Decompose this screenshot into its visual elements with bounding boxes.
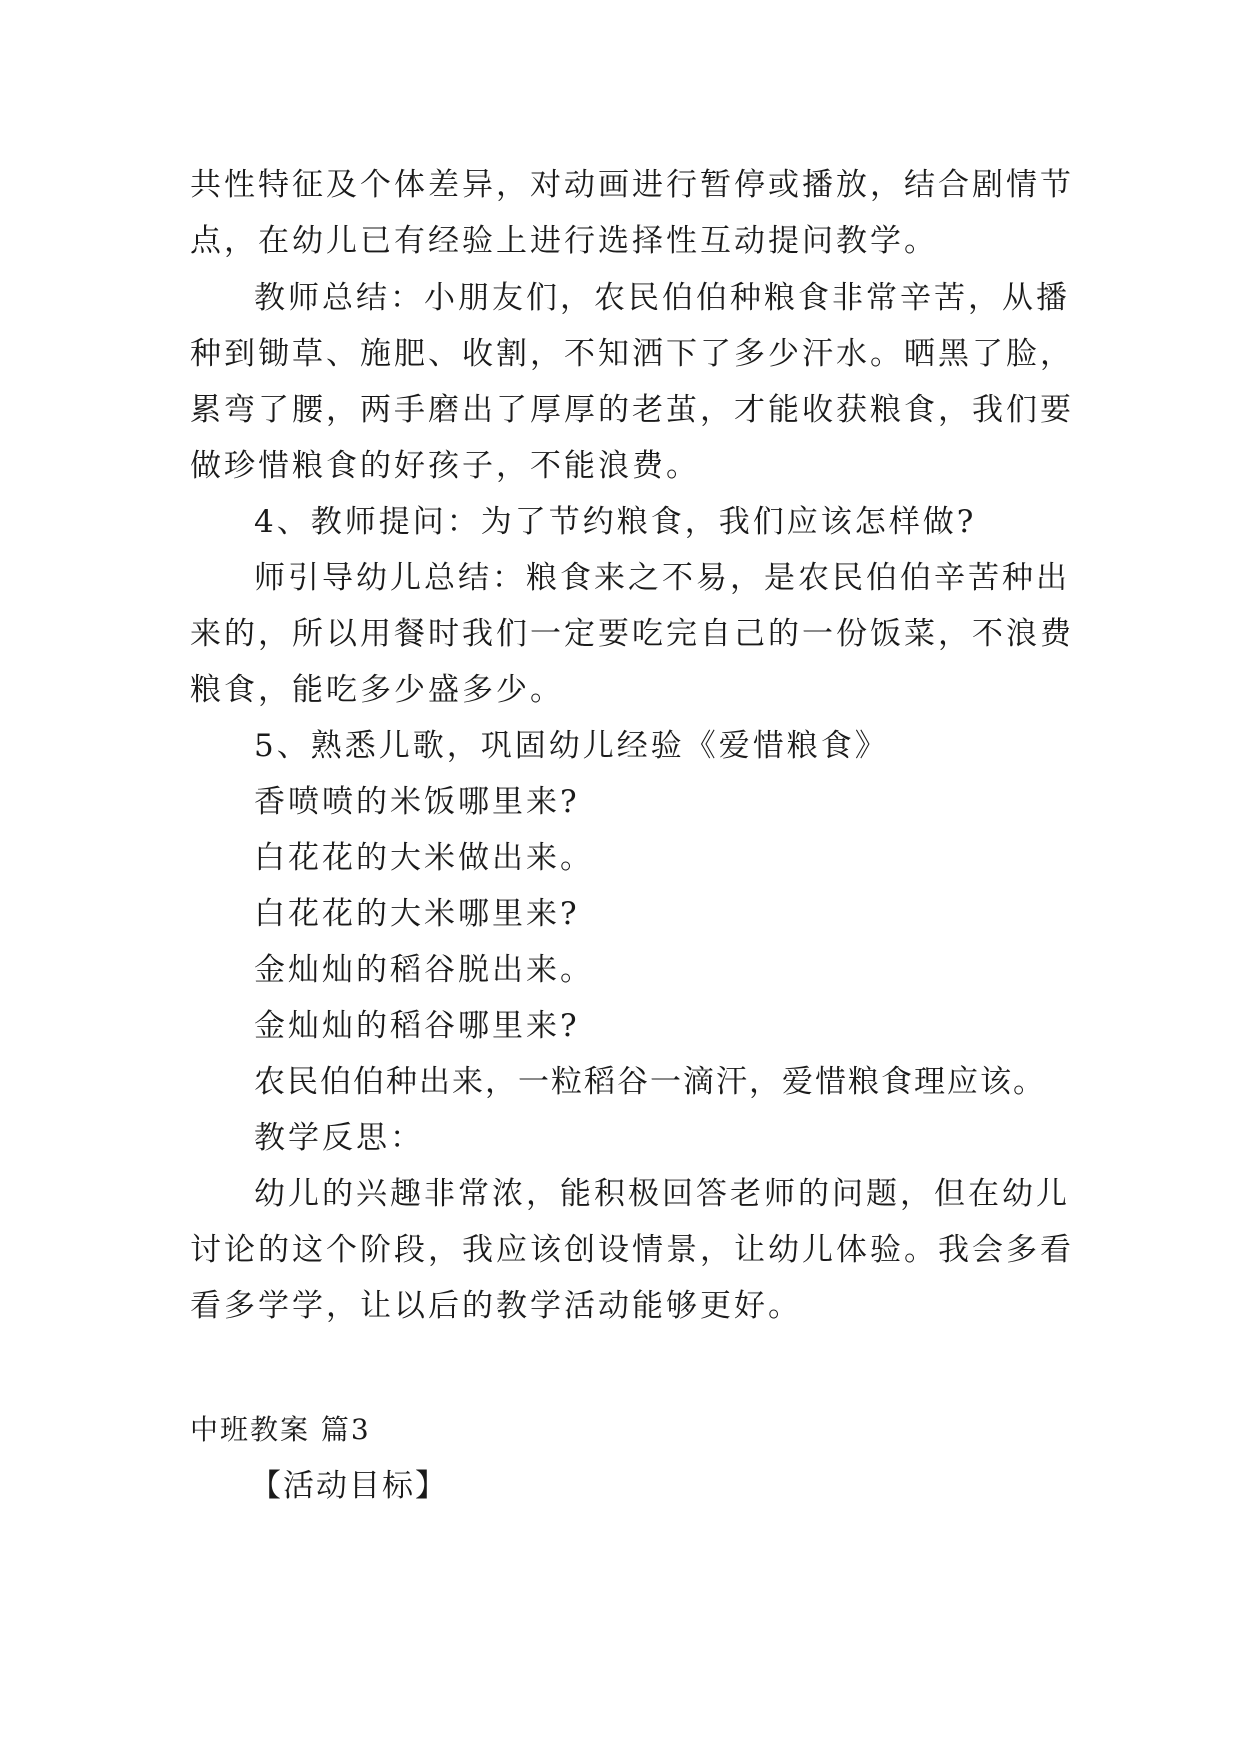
paragraph-line: 共性特征及个体差异，对动画进行暂停或播放，结合剧情节 [190,167,1074,203]
paragraph-line: 教师总结：小朋友们，农民伯伯种粮食非常辛苦，从播 [254,280,1070,316]
poem-line: 白花花的大米做出来。 [254,840,594,876]
paragraph-line: 粮食，能吃多少盛多少。 [190,672,564,708]
paragraph-line: 看多学学，让以后的教学活动能够更好。 [190,1288,802,1324]
paragraph-line: 教学反思： [254,1120,424,1156]
paragraph-line: 4、教师提问：为了节约粮食，我们应该怎样做? [254,504,977,540]
paragraph-line: 师引导幼儿总结：粮食来之不易，是农民伯伯辛苦种出 [254,560,1070,596]
paragraph-line: 讨论的这个阶段，我应该创设情景，让幼儿体验。我会多看 [190,1232,1074,1268]
paragraph-line: 点，在幼儿已有经验上进行选择性互动提问教学。 [190,223,938,259]
paragraph-line: 幼儿的兴趣非常浓，能积极回答老师的问题，但在幼儿 [254,1176,1070,1212]
section-title: 中班教案 篇3 [190,1413,371,1446]
poem-line: 农民伯伯种出来，一粒稻谷一滴汗，爱惜粮食理应该。 [254,1064,1046,1100]
poem-line: 白花花的大米哪里来? [254,896,580,932]
section-subtitle: 【活动目标】 [250,1468,448,1504]
poem-line: 金灿灿的稻谷脱出来。 [254,952,594,988]
paragraph-line: 5、熟悉儿歌，巩固幼儿经验《爱惜粮食》 [254,728,889,764]
paragraph-line: 来的，所以用餐时我们一定要吃完自己的一份饭菜，不浪费 [190,616,1074,652]
paragraph-line: 累弯了腰，两手磨出了厚厚的老茧，才能收获粮食，我们要 [190,392,1074,428]
paragraph-line: 种到锄草、施肥、收割，不知洒下了多少汗水。晒黑了脸， [190,336,1074,372]
paragraph-line: 做珍惜粮食的好孩子，不能浪费。 [190,448,700,484]
poem-line: 金灿灿的稻谷哪里来? [254,1008,580,1044]
poem-line: 香喷喷的米饭哪里来? [254,784,580,820]
